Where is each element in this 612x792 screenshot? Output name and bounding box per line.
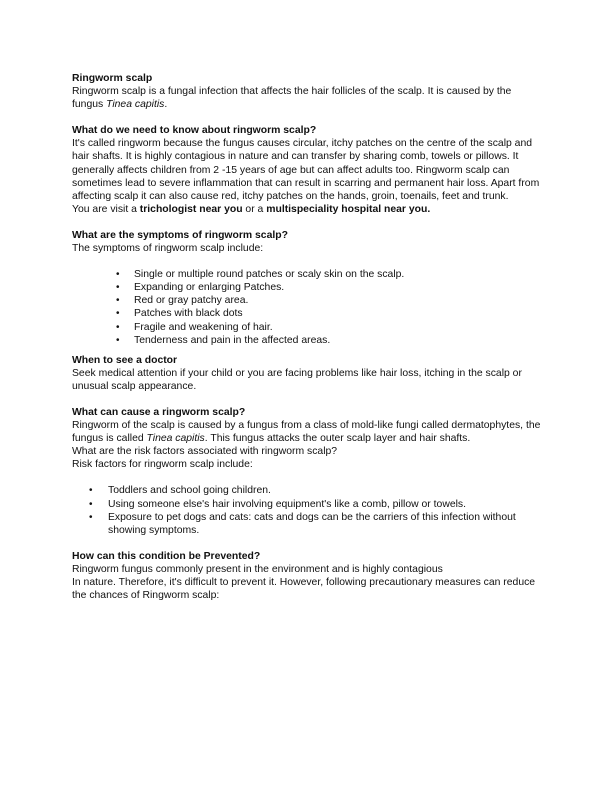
heading-prevention: How can this condition be Prevented? xyxy=(72,550,261,562)
symptoms-list xyxy=(72,268,542,347)
symptoms-intro: The symptoms of ringworm scalp include: xyxy=(72,243,264,255)
trichologist-link[interactable]: trichologist near you xyxy=(139,203,243,215)
hospital-link[interactable]: multispeciality hospital near you. xyxy=(266,203,431,215)
doctor-paragraph: Seek medical attention if your child or you are facing problems like hair loss, itching in the scalp or unusual scalp appearance. xyxy=(72,367,522,392)
visit-text: You are visit a xyxy=(72,203,140,215)
cause-paragraph xyxy=(72,419,542,445)
heading-cause: What can cause a ringworm scalp? xyxy=(72,406,246,418)
cause-text-end: . This fungus attacks the outer scalp layer and hair shafts. xyxy=(204,433,471,445)
heading-what-to-know: What do we need to know about ringworm scalp? xyxy=(72,125,317,137)
risk-intro: Risk factors for ringworm scalp include: xyxy=(72,459,253,471)
heading-ringworm-scalp: Ringworm scalp xyxy=(72,73,153,84)
list-item: • Tenderness and pain in the affected areas. xyxy=(72,334,542,347)
visit-paragraph xyxy=(72,203,542,216)
heading-see-doctor: When to see a doctor xyxy=(72,354,178,366)
document-content xyxy=(72,72,542,602)
list-item: • Patches with black dots xyxy=(72,307,542,320)
cause-text: Ringworm of the scalp is caused by a fungus from a class of mold-like fungi called dermatophytes, the fungus is called xyxy=(72,420,541,445)
list-item: • Exposure to pet dogs and cats: cats and dogs can be the carriers of this infection without showing symptoms. xyxy=(72,511,542,537)
intro-paragraph xyxy=(72,85,542,111)
list-item: • Expanding or enlarging Patches. xyxy=(72,281,542,294)
heading-symptoms: What are the symptoms of ringworm scalp? xyxy=(72,229,288,241)
prevent-paragraph-1: Ringworm fungus commonly present in the environment and is highly contagious xyxy=(72,563,443,575)
intro-text: Ringworm scalp is a fungal infection that affects the hair follicles of the scalp. It is caused by the fungus xyxy=(72,86,512,111)
list-item: • Fragile and weakening of hair. xyxy=(72,321,542,334)
cause-species-name: Tinea capitis xyxy=(146,433,205,445)
intro-species-name: Tinea capitis xyxy=(106,99,165,111)
risk-question: What are the risk factors associated with ringworm scalp? xyxy=(72,446,338,458)
list-item: • Single or multiple round patches or scaly skin on the scalp. xyxy=(72,268,542,281)
list-item: • Red or gray patchy area. xyxy=(72,294,542,307)
risk-factors-list xyxy=(72,484,542,536)
know-paragraph: It's called ringworm because the fungus causes circular, itchy patches on the centre of the scalp and hair shafts. It is highly contagious in nature and can transfer by sharing comb, towels or pillows. It generally affects children from 2 -15 years of age but can affect adults too. Ringworm scalp can sometimes lead to severe inflammation that can result in scarring and permanent hair loss. Apart from affecting scalp it can also cause red, itchy patches on the hands, groin, toenails, feet and trunk. xyxy=(72,138,540,202)
intro-text-end: . xyxy=(164,99,168,111)
list-item: • Toddlers and school going children. xyxy=(72,484,542,497)
prevent-paragraph-2: In nature. Therefore, it's difficult to prevent it. However, following precautionary measures can reduce the chances of Ringworm scalp: xyxy=(72,577,536,602)
list-item: • Using someone else's hair involving equipment's like a comb, pillow or towels. xyxy=(72,498,542,511)
visit-text-or: or a xyxy=(242,203,267,215)
